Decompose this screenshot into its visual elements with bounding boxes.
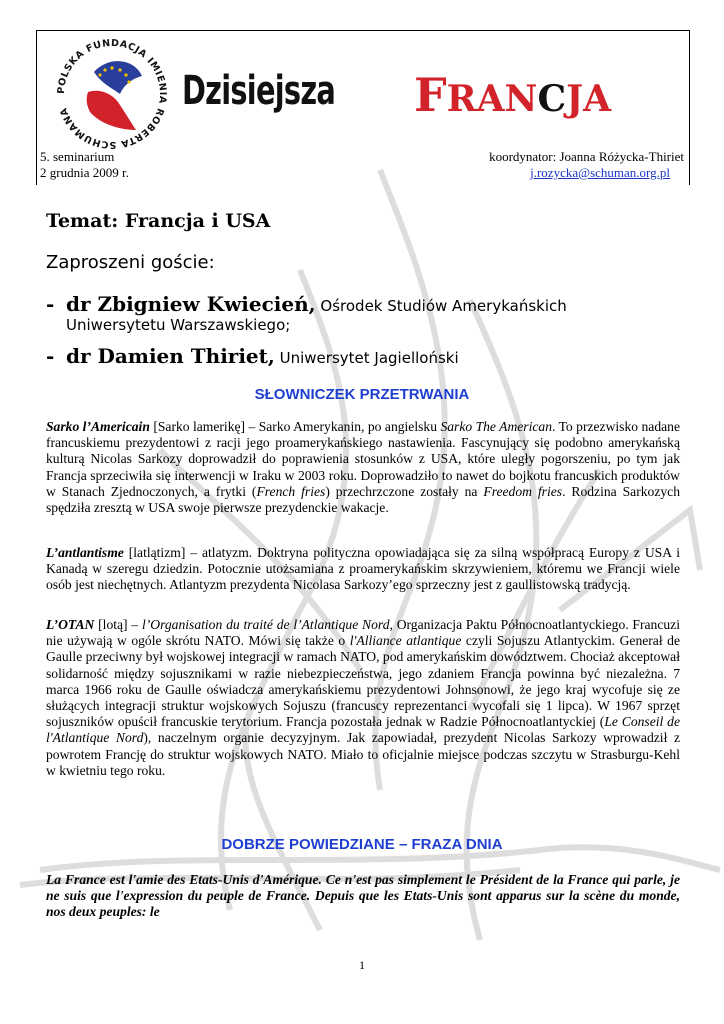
glossary-heading: SŁOWNICZEK PRZETRWANIA: [254, 386, 470, 403]
glossary-term: Sarko l’Americain: [46, 419, 150, 434]
schuman-foundation-logo: [50, 32, 174, 156]
title-word-francja: FRANCJA: [414, 68, 612, 122]
glossary-entry-sarko: Sarko l’Americain [Sarko lamerikę] – Sarko Amerykanin, po angielsku Sarko The American. To przezwisko nadane francuskiemu prezydentowi z racji jego proamerykańskiego nastawienia. Fascynujący się podobno amerykańską kulturą Nicolas Sarkozy doprowadził do poprawienia stosunków z USA, które uległy pogorszeniu, po tym jak Francja sprzeciwiła się interwencji w Iraku w 2003 roku. Doprowadziło to nawet do bojkotu francuskich produktów w Stanach Zjednoczonych, a frytki (French fries) przechrzczone zostały na Freedom fries. Rodzina Sarkozych spędziła zresztą w USA swoje pierwsze prezydenckie wakacje.: [46, 419, 680, 516]
glossary-term: L’antlantisme: [46, 545, 124, 560]
guest-2: - dr Damien Thiriet, Uniwersytet Jagielloński: [46, 344, 459, 368]
phrase-of-the-day-quote: La France est l'amie des Etats-Unis d'Amérique. Ce n'est pas simplement le Président de la France qui parle, je ne suis que l'expression du peuple de France. Depuis que les Etats-Unis sont apparus sur la scène du monde, nos deux peuples: le: [46, 872, 680, 920]
page-number: 1: [359, 958, 365, 972]
topic-heading: Temat: Francja i USA: [46, 210, 271, 232]
guest-affiliation: Uniwersytet Jagielloński: [279, 349, 459, 367]
seminar-number: 5. seminarium: [40, 149, 115, 164]
logo-ring-text: POLSKA FUNDACJA IMIENIA ROBERTA SCHUMANA: [55, 37, 169, 151]
guest-affiliation: Ośrodek Studiów Amerykańskich: [320, 297, 567, 315]
guest-name: dr Damien Thiriet,: [66, 344, 275, 368]
guest-1: - dr Zbigniew Kwiecień, Ośrodek Studiów Amerykańskich Uniwersytetu Warszawskiego;: [46, 292, 567, 334]
guest-affiliation-cont: Uniwersytetu Warszawskiego;: [66, 316, 291, 334]
guest-name: dr Zbigniew Kwiecień,: [66, 292, 316, 316]
publication-title: [182, 68, 612, 122]
seminar-date: 2 grudnia 2009 r.: [40, 165, 129, 180]
coordinator: koordynator: Joanna Różycka-Thiriet: [489, 149, 684, 164]
glossary-term: L’OTAN: [46, 617, 95, 632]
title-word-dzisiejsza: Dzisiejsza: [182, 68, 336, 114]
invited-guests-label: Zaproszeni goście:: [46, 252, 215, 273]
phrase-of-the-day-heading: DOBRZE POWIEDZIANE – FRAZA DNIA: [221, 836, 503, 853]
coordinator-email-link[interactable]: j.rozycka@schuman.org.pl: [530, 165, 670, 180]
glossary-entry-otan: L’OTAN [lotą] – l’Organisation du traité de l’Atlantique Nord, Organizacja Paktu Północnoatlantyckiego. Francuzi nie używają w ogóle skrótu NATO. Mówi się także o l'Alliance atlantique czyli Sojuszu Atlantyckim. Generał de Gaulle przeciwny był wojskowej integracji w ramach NATO, pod amerykańskim dowództwem. Chociaż akceptował solidarność między sojusznikami w razie niebezpieczeństwa, jego zdaniem Francja powinna być niezależna. 7 marca 1966 roku de Gaulle oświadcza amerykańskiemu prezydentowi Johnsonowi, że jego kraj wycofuje się ze służących integracji struktur wojskowych Sojuszu (francuscy reprezentanci wycofali się 1 lipca). W 1967 sprzęt sojuszników opuścił francuskie terytorium. Francja pozostała jednak w Radzie Północnoatlantyckiej (Le Conseil de l'Atlantique Nord), naczelnym organie decyzyjnym. Jak zapowiadał, prezydent Nicolas Sarkozy wprowadził z powrotem Francję do struktur wojskowych NATO. Miało to oficjalnie miejsce podczas szczytu w Strasburgu-Kehl w kwietniu tego roku.: [46, 617, 680, 778]
glossary-entry-atlantisme: L’antlantisme [latlątizm] – atlatyzm. Doktryna polityczna opowiadająca się za silną współpracą Europy z USA i Kanadą w szeregu dziedzin. Potocznie utożsamiana z proamerykańskim skrzywieniem, któremu we Francji wiele osób jest niechętnych. Atlantyzm prezydenta Nicolasa Sarkozy’ego sprzeczny jest z gaullistowską tradycją.: [46, 545, 680, 593]
